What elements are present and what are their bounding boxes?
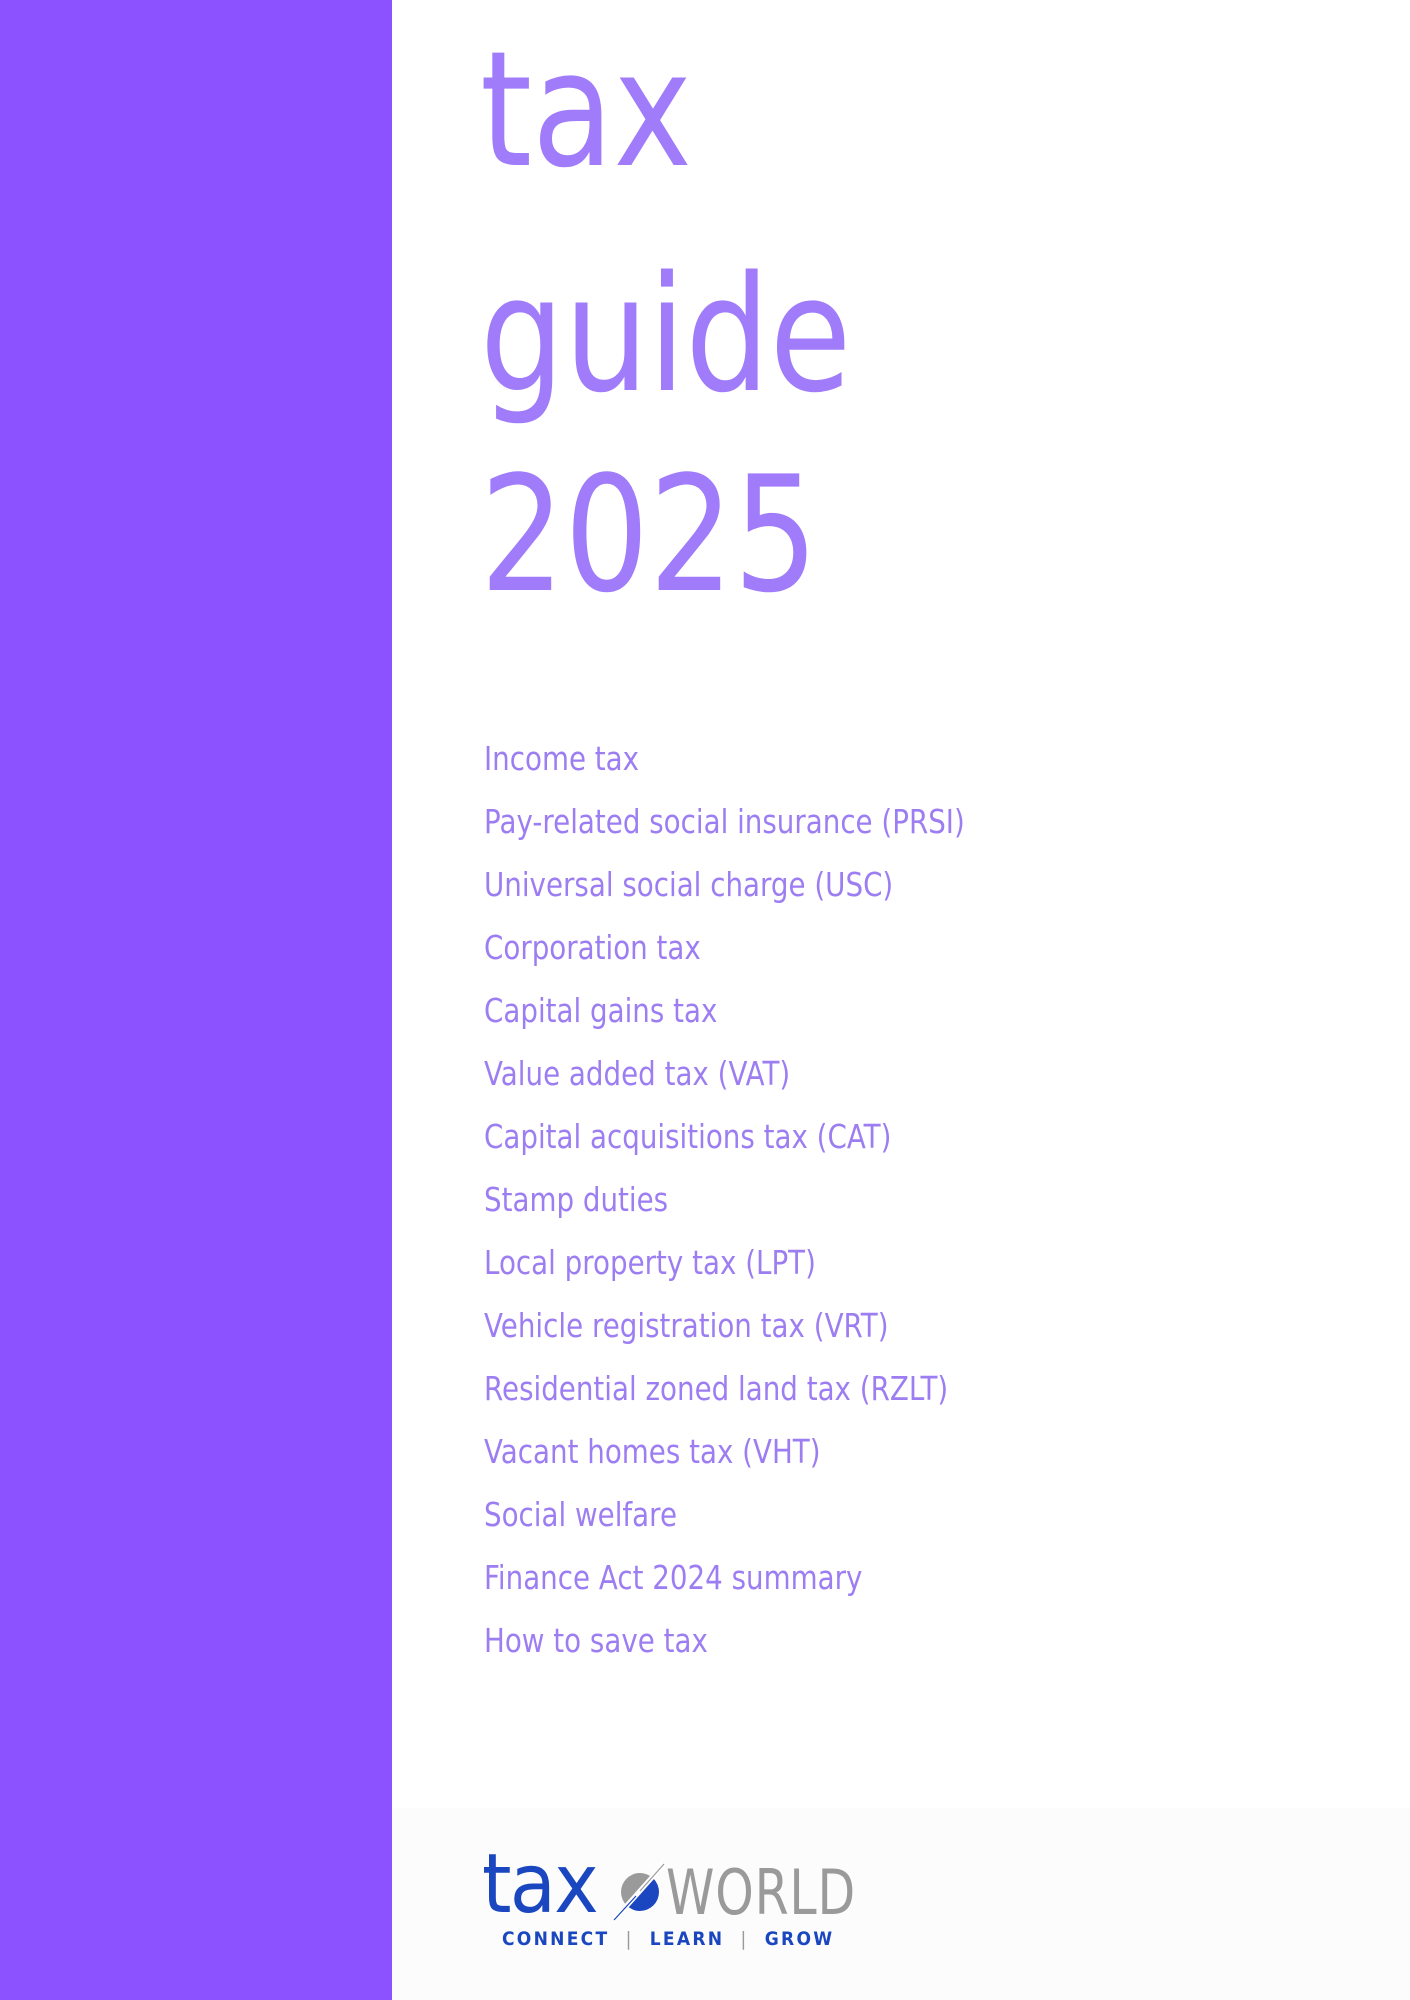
logo-word-world: WORLD xyxy=(666,1856,856,1929)
contents-item-lpt[interactable]: Local property tax (LPT) xyxy=(484,1243,816,1282)
contents-item-corporation-tax[interactable]: Corporation tax xyxy=(484,928,701,967)
contents-item-capital-gains-tax[interactable]: Capital gains tax xyxy=(484,991,718,1030)
logo-tagline xyxy=(502,1930,834,1949)
contents-item-cat[interactable]: Capital acquisitions tax (CAT) xyxy=(484,1117,892,1156)
contents-item-vat[interactable]: Value added tax (VAT) xyxy=(484,1054,791,1093)
contents-item-income-tax[interactable]: Income tax xyxy=(484,739,640,778)
tagline-learn: LEARN xyxy=(649,1928,725,1950)
contents-item-prsi[interactable]: Pay-related social insurance (PRSI) xyxy=(484,802,965,841)
contents-item-rzlt[interactable]: Residential zoned land tax (RZLT) xyxy=(484,1369,949,1408)
contents-item-stamp-duties[interactable]: Stamp duties xyxy=(484,1180,669,1219)
taxworld-logo xyxy=(482,1837,882,1960)
tagline-connect: CONNECT xyxy=(502,1928,610,1950)
contents-list xyxy=(484,727,1056,1672)
contents-item-finance-act-summary[interactable]: Finance Act 2024 summary xyxy=(484,1558,863,1597)
split-globe-icon xyxy=(610,1862,668,1922)
contents-item-how-to-save-tax[interactable]: How to save tax xyxy=(484,1621,708,1660)
purple-sidebar-band xyxy=(0,0,392,2000)
contents-item-social-welfare[interactable]: Social welfare xyxy=(484,1495,678,1534)
title-line-year: 2025 xyxy=(480,441,818,628)
contents-item-vrt[interactable]: Vehicle registration tax (VRT) xyxy=(484,1306,889,1345)
tagline-separator: | xyxy=(625,1928,634,1950)
contents-item-vht[interactable]: Vacant homes tax (VHT) xyxy=(484,1432,821,1471)
tagline-separator: | xyxy=(740,1928,749,1950)
tagline-grow: GROW xyxy=(764,1928,835,1950)
contents-item-usc[interactable]: Universal social charge (USC) xyxy=(484,865,894,904)
logo-word-tax: tax xyxy=(482,1837,597,1932)
title-line-guide: guide xyxy=(480,241,852,428)
title-line-tax: tax xyxy=(480,16,693,203)
